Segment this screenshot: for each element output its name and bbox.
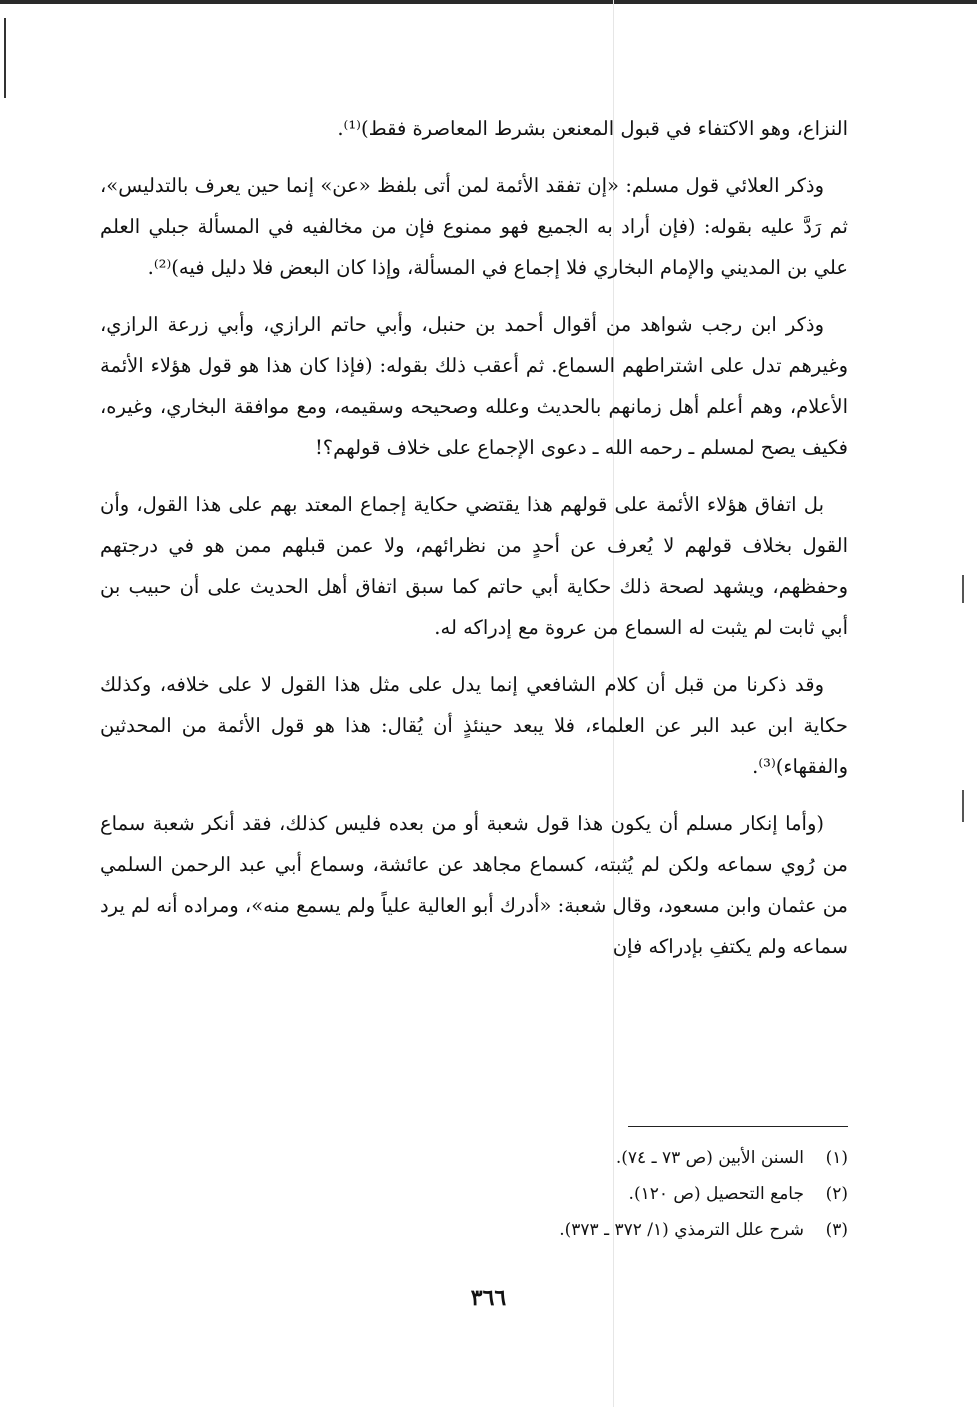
scan-edge-top xyxy=(0,0,977,4)
footnote-separator xyxy=(628,1126,848,1127)
paragraph: بل اتفاق هؤلاء الأئمة على قولهم هذا يقتضي حكاية إجماع المعتد بهم على هذا القول، وأن القول بخلاف قولهم لا يُعرف عن أحدٍ من نظرائهم، ولا عمن قبلهم ممن هو في درجتهم وحفظهم، ويشهد لصحة ذلك حكاية أبي حاتم كما سبق اتفاق أهل الحديث على أن حبيب بن أبي ثابت لم يثبت له السماع من عروة مع إدراكه له. xyxy=(100,493,848,639)
footnote-text: السنن الأبين (ص ٧٣ ـ ٧٤). xyxy=(615,1148,804,1168)
main-text xyxy=(100,108,848,983)
scan-mark xyxy=(962,575,964,603)
paragraph: (وأما إنكار مسلم أن يكون هذا قول شعبة أو من بعده فليس كذلك، فقد أنكر شعبة سماع من رُوي سماعه ولكن لم يُثبته، كسماع مجاهد عن عائشة، وسماع أبي عبد الرحمن السلمي من عثمان وابن مسعود، وقال شعبة: «أدرك أبو العالية علياً ولم يسمع منه»، ومراده أنه لم يرد سماعه ولم يكتفِ بإدراكه فإن xyxy=(100,812,848,958)
page-number: ٣٦٦ xyxy=(470,1285,507,1311)
footnote-number: (٣) xyxy=(825,1220,848,1240)
scan-edge-left xyxy=(4,18,6,98)
footnote-number: (١) xyxy=(825,1148,848,1168)
footnote xyxy=(100,1176,848,1212)
paragraph: وذكر العلائي قول مسلم: «إن تفقد الأئمة لمن أتى بلفظ «عن» إنما حين يعرف بالتدليس»، ثم رَدَّ عليه بقوله: (فإن أراد به الجميع فهو ممنوع فإن من مخالفيه في المسألة جبلي العلم علي بن المديني والإمام البخاري فلا إجماع في المسألة، وإذا كان البعض فلا دليل فيه)⁽²⁾. xyxy=(100,174,848,279)
footnote-text: جامع التحصيل (ص ١٢٠). xyxy=(628,1184,804,1204)
paragraph: وذكر ابن رجب شواهد من أقوال أحمد بن حنبل، وأبي حاتم الرازي، وأبي زرعة الرازي، وغيرهم تدل على اشتراطهم السماع. ثم أعقب ذلك بقوله: (فإذا كان هذا هو قول هؤلاء الأئمة الأعلام، وهم أعلم أهل زمانهم بالحديث وعلله وصحيحه وسقيمه، ومع موافقة البخاري، وغيره، فكيف يصح لمسلم ـ رحمه الله ـ دعوى الإجماع على خلاف قولهم؟! xyxy=(100,313,848,459)
scan-mark xyxy=(962,790,964,822)
footnotes xyxy=(100,1140,848,1248)
footnote-number: (٢) xyxy=(825,1184,848,1204)
footnote-text: شرح علل الترمذي (١/ ٣٧٢ ـ ٣٧٣). xyxy=(559,1220,804,1240)
paragraph: النزاع، وهو الاكتفاء في قبول المعنعن بشرط المعاصرة فقط)⁽¹⁾. xyxy=(337,117,848,140)
footnote xyxy=(100,1140,848,1176)
footnote xyxy=(100,1212,848,1248)
paragraph: وقد ذكرنا من قبل أن كلام الشافعي إنما يدل على مثل هذا القول لا على خلافه، وكذلك حكاية ابن عبد البر عن العلماء، فلا يبعد حينئذٍ أن يُقال: هذا هو قول الأئمة من المحدثين والفقهاء)⁽³⁾. xyxy=(100,673,848,778)
